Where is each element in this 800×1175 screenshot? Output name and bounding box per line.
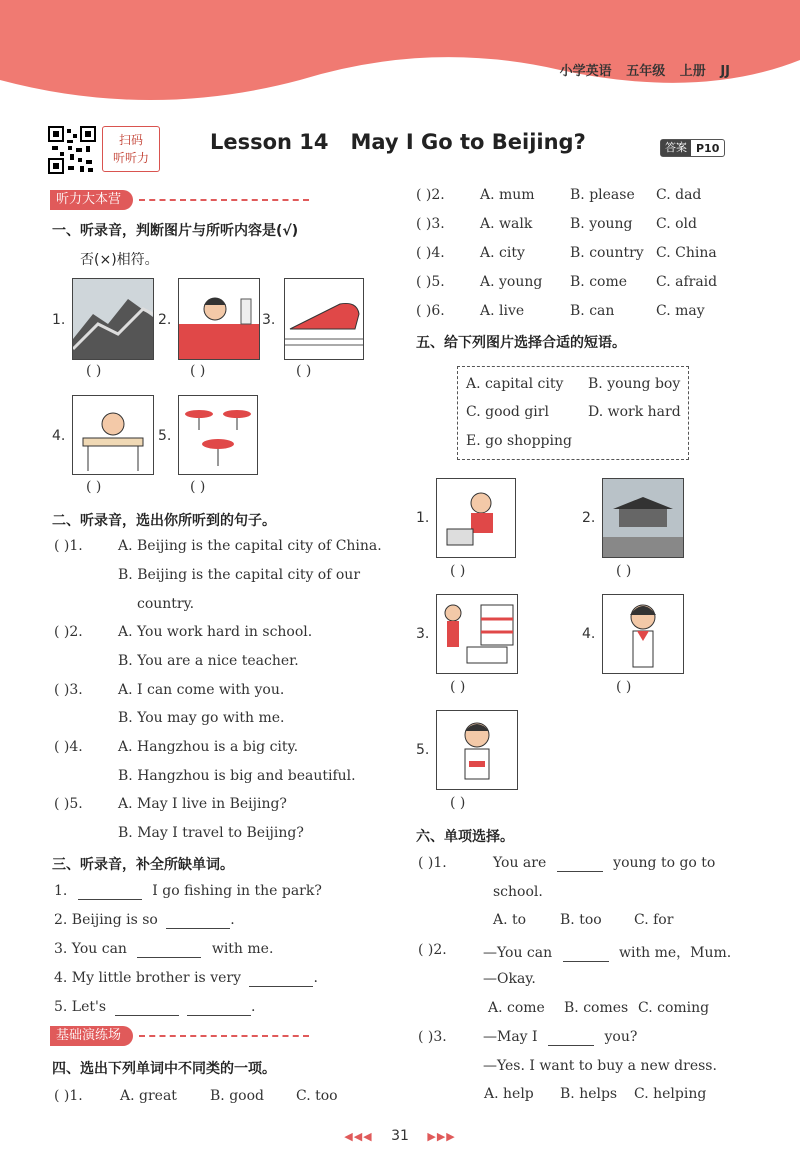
header-edition: JJ — [720, 64, 730, 79]
header-grade: 五年级 — [626, 64, 666, 79]
q4-item-num[interactable]: ( )5. — [416, 274, 445, 290]
q3-text: 2. Beijing is so — [54, 912, 158, 928]
q6-option: B. too — [560, 912, 602, 928]
q2-heading: 二、听录音，选出你所听到的句子。 — [52, 513, 276, 529]
q2-option-b: B. May I travel to Beijing? — [118, 825, 304, 841]
q2-option-b: B. You may go with me. — [118, 710, 285, 726]
scan-to-listen-label — [102, 126, 160, 172]
q4-heading: 四、选出下列单词中不同类的一项。 — [52, 1061, 276, 1077]
q1-num: 5. — [158, 428, 172, 444]
q3-item-1 — [54, 883, 322, 900]
q4-option-b: B. can — [570, 303, 615, 319]
answer-label: 答案 — [661, 140, 691, 156]
q1-heading-cont: 否(×)相符。 — [80, 252, 159, 268]
q3-item-2 — [54, 912, 235, 929]
q1-answer-paren[interactable]: ( ) — [190, 363, 206, 379]
q3-blank-input[interactable] — [78, 883, 142, 900]
q6-option: A. to — [493, 912, 527, 928]
q3-heading: 三、听录音，补全所缺单词。 — [52, 857, 234, 873]
q1-num: 1. — [52, 312, 66, 328]
q6-blank — [557, 855, 603, 872]
q5-heading: 五、给下列图片选择合适的短语。 — [416, 335, 626, 351]
header-volume: 上册 — [679, 64, 706, 79]
section-practice-label: 基础演练场 — [50, 1026, 133, 1046]
q5-answer-paren[interactable]: ( ) — [450, 795, 466, 811]
q6-text: —You can — [483, 945, 553, 961]
header-banner — [0, 0, 800, 110]
q1-num: 2. — [158, 312, 172, 328]
q2-item-num[interactable]: ( )3. — [54, 682, 83, 698]
q5-answer-paren[interactable]: ( ) — [450, 679, 466, 695]
q5-num: 2. — [582, 510, 596, 526]
boy-working-picture — [436, 478, 516, 558]
q6-item-1-stem — [493, 855, 715, 872]
q1-answer-paren[interactable]: ( ) — [86, 479, 102, 495]
q6-item-num[interactable]: ( )1. — [418, 855, 447, 871]
q4-item-num[interactable]: ( )4. — [416, 245, 445, 261]
divider — [139, 1035, 309, 1037]
q3-blank-input[interactable] — [249, 970, 313, 987]
q5-num: 3. — [416, 626, 430, 642]
scan-line-2: 听听力 — [112, 151, 149, 165]
answer-page: P10 — [696, 141, 720, 155]
q3-item-4 — [54, 970, 318, 987]
girl-in-bed-picture — [178, 278, 260, 360]
q4-option-b: B. country — [570, 245, 644, 261]
q3-blank-input[interactable] — [115, 999, 179, 1016]
q3-text: 4. My little brother is very — [54, 970, 241, 986]
q4-item-num[interactable]: ( )1. — [54, 1088, 83, 1104]
q6-text: you? — [604, 1029, 638, 1045]
q6-text-cont: —Okay. — [483, 971, 536, 987]
shopping-picture — [436, 594, 518, 674]
q3-text: 3. You can — [54, 941, 127, 957]
boy-at-desk-picture — [72, 395, 154, 475]
q5-option: E. go shopping — [466, 433, 572, 449]
q4-item-num[interactable]: ( )3. — [416, 216, 445, 232]
q4-option-b: B. young — [570, 216, 633, 232]
q3-text: . — [313, 970, 318, 986]
q6-item-3-stem — [483, 1029, 637, 1046]
q3-blank-input[interactable] — [187, 999, 251, 1016]
q2-option-a: A. You work hard in school. — [118, 624, 313, 640]
q6-text-cont: school. — [493, 884, 543, 900]
q1-num: 4. — [52, 428, 66, 444]
page-number: 31 — [391, 1128, 409, 1144]
q4-option-c: C. may — [656, 303, 705, 319]
q3-item-5 — [54, 999, 255, 1016]
q2-option-b: B. Beijing is the capital city of our — [118, 567, 361, 583]
q6-item-num[interactable]: ( )2. — [418, 942, 447, 958]
q4-option-c: C. afraid — [656, 274, 718, 290]
q6-text-cont: —Yes. I want to buy a new dress. — [483, 1058, 717, 1074]
q4-option-a: A. young — [480, 274, 543, 290]
q1-num: 3. — [262, 312, 276, 328]
q5-num: 5. — [416, 742, 430, 758]
q6-option: C. coming — [638, 1000, 710, 1016]
q6-blank — [548, 1029, 594, 1046]
section-listening — [50, 190, 309, 210]
q4-item-num[interactable]: ( )6. — [416, 303, 445, 319]
q5-answer-paren[interactable]: ( ) — [616, 679, 632, 695]
q6-text: with me，Mum. — [619, 945, 732, 961]
q2-option-a: A. I can come with you. — [118, 682, 285, 698]
great-wall-picture — [72, 278, 154, 360]
q4-option-a: A. walk — [480, 216, 533, 232]
q3-text: 5. Let's — [54, 999, 107, 1015]
q6-option: A. help — [484, 1086, 534, 1102]
q3-text: I go fishing in the park? — [152, 883, 322, 899]
right-arrows-icon: ▶▶▶ — [427, 1130, 456, 1143]
q4-option-a: A. city — [480, 245, 525, 261]
train-picture — [284, 278, 364, 360]
q4-option-a: A. great — [120, 1088, 177, 1104]
q4-option-a: A. mum — [480, 187, 535, 203]
q6-item-2-stem — [483, 942, 731, 962]
q6-option: C. helping — [634, 1086, 707, 1102]
answer-reference[interactable] — [660, 139, 725, 157]
q4-option-b: B. come — [570, 274, 628, 290]
q1-answer-paren[interactable]: ( ) — [190, 479, 206, 495]
q1-answer-paren[interactable]: ( ) — [86, 363, 102, 379]
q3-text: . — [250, 999, 256, 1015]
q6-text: young to go to — [613, 855, 716, 871]
q4-option-b: B. please — [570, 187, 635, 203]
q2-option-b-cont: country. — [137, 596, 195, 612]
q3-blank-input[interactable] — [137, 941, 201, 958]
header-info — [560, 60, 730, 79]
q3-text: 1. — [54, 883, 68, 899]
q4-option-c: C. dad — [656, 187, 702, 203]
q6-option: B. helps — [560, 1086, 618, 1102]
q2-item-num[interactable]: ( )5. — [54, 796, 83, 812]
q4-option-c: C. too — [296, 1088, 338, 1104]
q5-num: 4. — [582, 626, 596, 642]
girl-picture — [602, 594, 684, 674]
boy-picture — [436, 710, 518, 790]
q6-option: B. comes — [564, 1000, 629, 1016]
q6-option: C. for — [634, 912, 674, 928]
q2-item-num[interactable]: ( )2. — [54, 624, 83, 640]
q3-text: . — [230, 912, 235, 928]
q4-option-a: A. live — [480, 303, 525, 319]
palace-picture — [602, 478, 684, 558]
q5-num: 1. — [416, 510, 430, 526]
q6-text: —May I — [483, 1029, 538, 1045]
divider — [139, 199, 309, 201]
lesson-title: Lesson 14 May I Go to Beijing? — [210, 130, 586, 154]
q4-option-c: C. old — [656, 216, 697, 232]
q2-option-a: A. May I live in Beijing? — [118, 796, 287, 812]
q1-answer-paren[interactable]: ( ) — [296, 363, 312, 379]
q6-text: You are — [493, 855, 547, 871]
q6-option: A. come — [488, 1000, 545, 1016]
qr-code-icon[interactable] — [48, 126, 96, 174]
q3-item-3 — [54, 941, 273, 958]
restaurant-tables-picture — [178, 395, 258, 475]
left-arrows-icon: ◀◀◀ — [344, 1130, 373, 1143]
q2-option-b: B. You are a nice teacher. — [118, 653, 299, 669]
section-practice — [50, 1026, 309, 1046]
q3-blank-input[interactable] — [166, 912, 230, 929]
q5-option: B. young boy — [588, 376, 681, 392]
header-subject: 小学英语 — [559, 64, 612, 79]
q6-heading: 六、单项选择。 — [416, 829, 514, 845]
q5-option: D. work hard — [588, 404, 681, 420]
q5-answer-paren[interactable]: ( ) — [450, 563, 466, 579]
q4-option-c: C. China — [656, 245, 717, 261]
q2-option-b: B. Hangzhou is big and beautiful. — [118, 768, 356, 784]
q3-text: with me. — [211, 941, 274, 957]
q2-option-a: A. Hangzhou is a big city. — [118, 739, 299, 755]
q2-item-num[interactable]: ( )1. — [54, 538, 83, 554]
q2-item-num[interactable]: ( )4. — [54, 739, 83, 755]
q4-item-num[interactable]: ( )2. — [416, 187, 445, 203]
q1-heading: 一、听录音，判断图片与所听内容是(√) — [52, 223, 299, 239]
q5-option: A. capital city — [466, 376, 564, 392]
section-listening-label: 听力大本营 — [50, 190, 133, 210]
q6-blank — [563, 945, 609, 962]
q2-option-a: A. Beijing is the capital city of China. — [118, 538, 382, 554]
scan-line-1: 扫码 — [118, 133, 143, 147]
q5-answer-paren[interactable]: ( ) — [616, 563, 632, 579]
q5-option: C. good girl — [466, 404, 549, 420]
q6-item-num[interactable]: ( )3. — [418, 1029, 447, 1045]
q4-option-b: B. good — [210, 1088, 264, 1104]
page-footer — [0, 1128, 800, 1144]
